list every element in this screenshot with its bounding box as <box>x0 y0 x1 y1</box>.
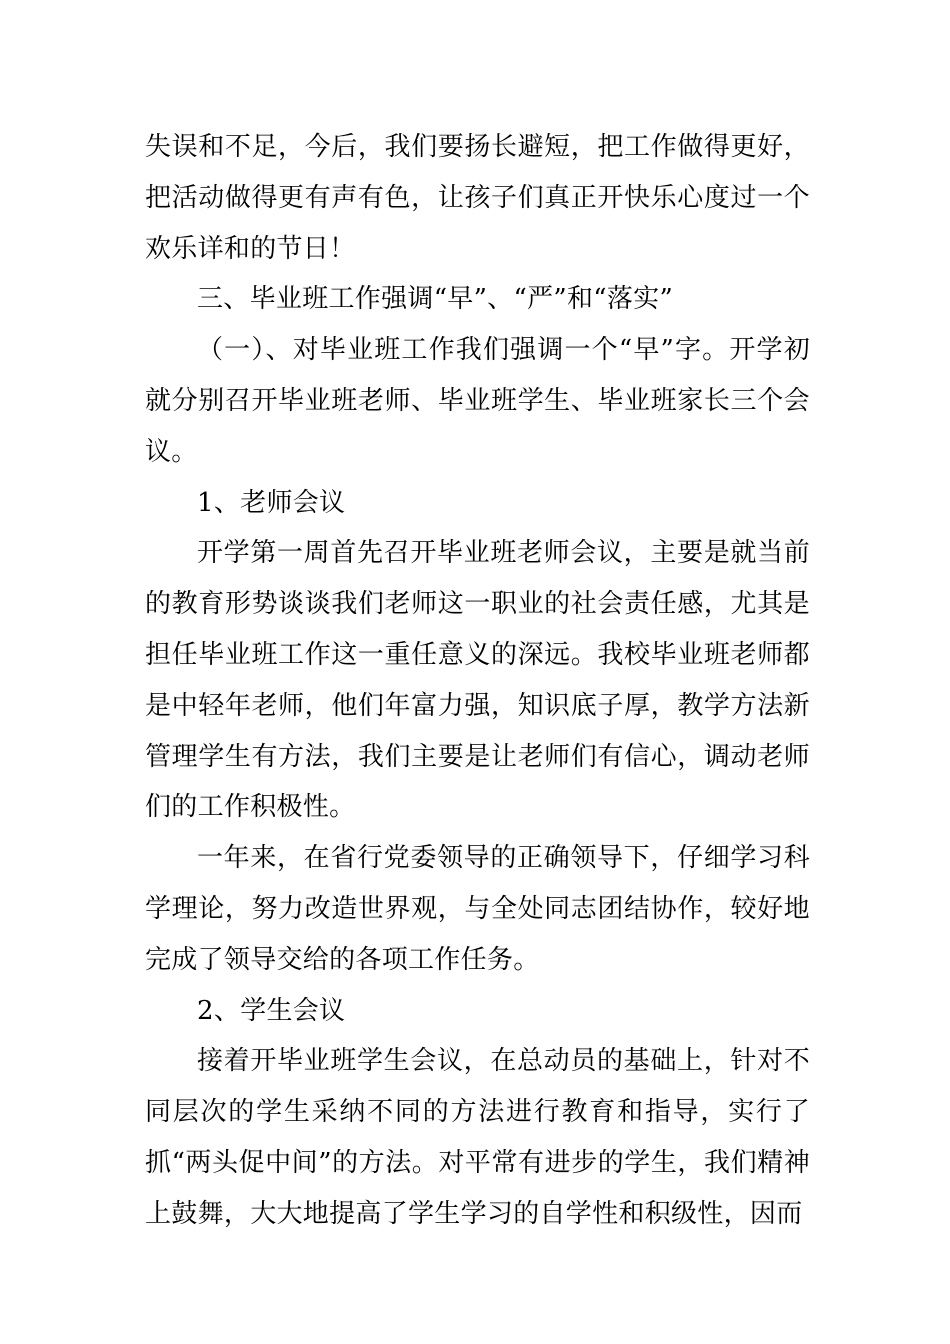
document-body <box>145 122 810 1240</box>
section-heading-graduating-class: 三、毕业班工作强调“早”、“严”和“落实” <box>197 284 674 315</box>
item-heading-teacher-meeting: 1、老师会议 <box>197 487 346 518</box>
item-heading-student-meeting: 2、学生会议 <box>197 995 346 1026</box>
paragraph-continuation: 失误和不足，今后，我们要扬长避短，把工作做得更好，把活动做得更有声有色，让孩子们真正开快乐心度过一个欢乐详和的节日！ <box>145 132 810 264</box>
paragraph-teacher-meeting: 开学第一周首先召开毕业班老师会议，主要是就当前的教育形势谈谈我们老师这一职业的社会责任感，尤其是担任毕业班工作这一重任意义的深远。我校毕业班老师都是中轻年老师，他们年富力强，知识底子厚，教学方法新管理学生有方法，我们主要是让老师们有信心，调动老师们的工作积极性。 <box>145 538 810 823</box>
subsection-heading-early: （一）、对毕业班工作我们强调一个“早”字。开学初就分别召开毕业班老师、毕业班学生、毕业班家长三个会议。 <box>145 335 810 467</box>
paragraph-year-summary: 一年来，在省行党委领导的正确领导下，仔细学习科学理论，努力改造世界观，与全处同志团结协作，较好地完成了领导交给的各项工作任务。 <box>145 843 810 975</box>
paragraph-student-meeting: 接着开毕业班学生会议，在总动员的基础上，针对不同层次的学生采纳不同的方法进行教育和指导，实行了抓“两头促中间”的方法。对平常有进步的学生，我们精神上鼓舞，大大地提高了学生学习的自学性和积级性，因而 <box>145 1046 810 1229</box>
